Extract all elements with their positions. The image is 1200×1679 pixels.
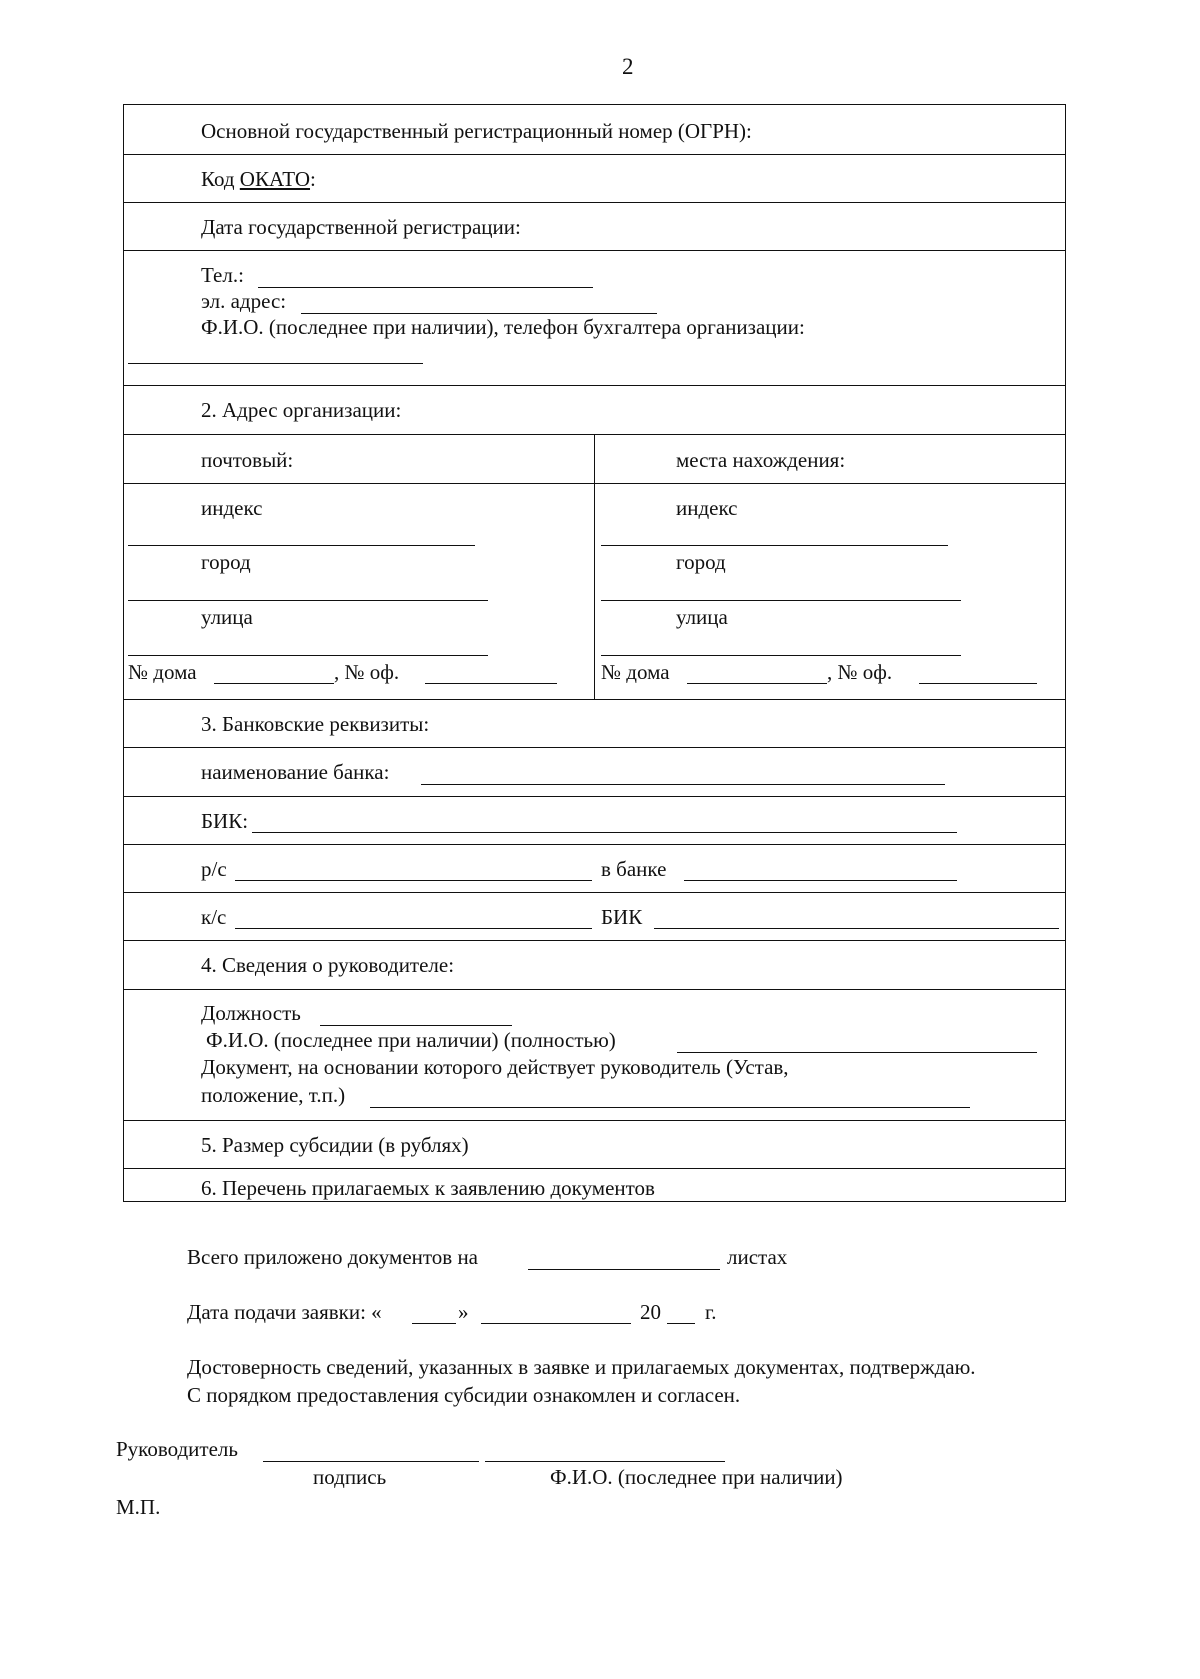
postal-house-field[interactable] [214,683,334,684]
row-settlement-account [124,845,1065,893]
row-documents [124,1169,1065,1201]
position-field[interactable] [320,1025,512,1026]
location-office-label: , № оф. [827,660,893,684]
row-okato [124,155,1065,203]
correspondent-account-label: к/с [201,905,227,929]
row-correspondent-account [124,893,1065,941]
postal-city-field[interactable] [128,600,488,601]
bik2-field[interactable] [654,928,1059,929]
location-index-field[interactable] [601,545,948,546]
row-bank-heading [124,700,1065,748]
row-ogrn [124,105,1065,155]
head-fio-field[interactable] [677,1052,1037,1053]
location-office-field[interactable] [919,683,1037,684]
location-house-field[interactable] [687,683,827,684]
basis-document-line2: положение, т.п.) [201,1083,346,1107]
settlement-account-field[interactable] [235,880,592,881]
total-documents-prefix: Всего приложено документов на [187,1245,479,1269]
in-bank-field[interactable] [684,880,957,881]
postal-address-title: почтовый: [201,448,294,472]
row-contacts [124,251,1065,386]
registration-date-label: Дата государственной регистрации: [201,215,521,239]
accountant-field[interactable] [128,363,423,364]
bank-name-field[interactable] [421,784,945,785]
page-number: 2 [622,54,634,79]
bank-name-label: наименование банка: [201,760,390,784]
location-city-label: город [676,550,726,574]
okato-link[interactable]: ОКАТО [239,167,311,191]
signature-fio-field[interactable] [485,1461,725,1462]
postal-index-label: индекс [201,496,263,520]
okato-label: Код ОКАТО: [201,167,316,191]
row-bik [124,797,1065,845]
settlement-account-label: р/с [201,857,227,881]
bik2-label: БИК [601,905,643,929]
row-subsidy [124,1121,1065,1169]
position-label: Должность [201,1001,301,1025]
location-house-label: № дома [601,660,670,684]
stamp-placeholder: М.П. [116,1495,161,1519]
row-bank-name [124,748,1065,797]
submission-year-field[interactable] [667,1323,695,1324]
location-city-field[interactable] [601,600,961,601]
submission-year-suffix: г. [705,1300,717,1324]
address-heading: 2. Адрес организации: [201,398,402,422]
phone-field[interactable] [258,287,593,288]
submission-month-field[interactable] [481,1323,631,1324]
signature-field[interactable] [263,1461,479,1462]
bik-field[interactable] [252,832,957,833]
confirmation-line1: Достоверность сведений, указанных в заявке и прилагаемых документах, подтверждаю. [187,1355,976,1379]
postal-city-label: город [201,550,251,574]
postal-house-label: № дома [128,660,197,684]
location-street-field[interactable] [601,655,961,656]
head-signature-label: Руководитель [116,1437,238,1461]
postal-street-label: улица [201,605,253,629]
total-documents-suffix: листах [727,1245,788,1269]
fio-caption: Ф.И.О. (последнее при наличии) [550,1465,843,1489]
bank-heading: 3. Банковские реквизиты: [201,712,430,736]
correspondent-account-field[interactable] [235,928,592,929]
submission-year-prefix: 20 [640,1300,661,1324]
email-label: эл. адрес: [201,289,287,313]
total-documents-field[interactable] [528,1269,720,1270]
documents-label: 6. Перечень прилагаемых к заявлению документов [201,1176,655,1200]
submission-date-quote: » [458,1300,469,1324]
row-head-heading [124,941,1065,990]
location-address-title: места нахождения: [676,448,846,472]
signature-caption: подпись [313,1465,387,1489]
row-head-details [124,990,1065,1121]
row-registration-date [124,203,1065,251]
head-heading: 4. Сведения о руководителе: [201,953,455,977]
phone-label: Тел.: [201,263,244,287]
ogrn-label: Основной государственный регистрационный номер (ОГРН): [201,119,752,143]
postal-street-field[interactable] [128,655,488,656]
email-field[interactable] [301,313,657,314]
application-form-table [123,104,1066,1202]
location-street-label: улица [676,605,728,629]
row-address-heading [124,386,1065,435]
head-fio-label: Ф.И.О. (последнее при наличии) (полностью) [206,1028,616,1052]
postal-office-label: , № оф. [334,660,400,684]
basis-document-line1: Документ, на основании которого действует руководитель (Устав, [201,1055,789,1079]
submission-date-prefix: Дата подачи заявки: « [187,1300,382,1324]
submission-day-field[interactable] [412,1323,456,1324]
in-bank-label: в банке [601,857,667,881]
location-index-label: индекс [676,496,738,520]
postal-office-field[interactable] [425,683,557,684]
row-address-fields [124,484,1065,700]
bik-label: БИК: [201,809,249,833]
postal-index-field[interactable] [128,545,475,546]
confirmation-line2: С порядком предоставления субсидии ознакомлен и согласен. [187,1383,741,1407]
basis-document-field[interactable] [370,1107,970,1108]
subsidy-label: 5. Размер субсидии (в рублях) [201,1133,469,1157]
accountant-label: Ф.И.О. (последнее при наличии), телефон бухгалтера организации: [201,315,805,339]
